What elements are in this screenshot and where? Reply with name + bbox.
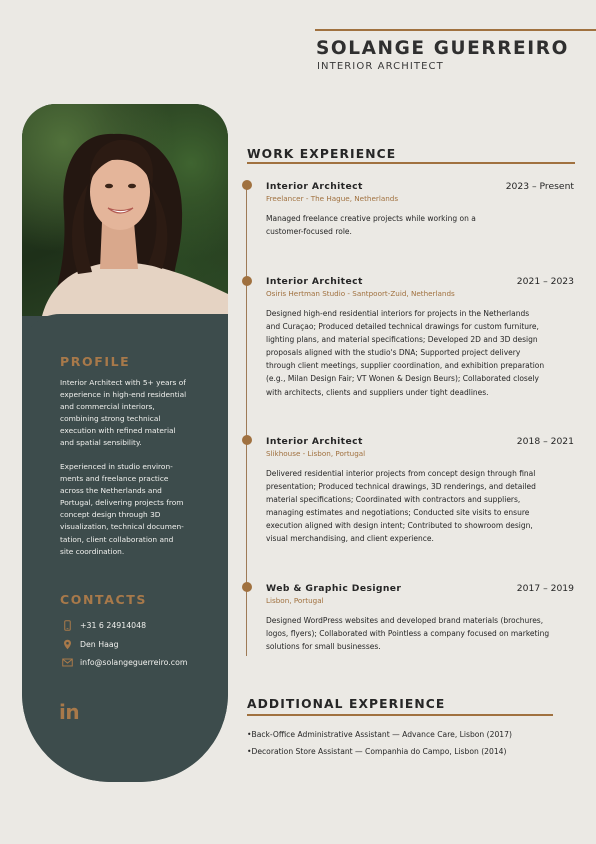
- contact-location: [62, 639, 119, 650]
- work-experience-rule: [247, 162, 575, 164]
- job-title: Web & Graphic Designer: [266, 583, 402, 594]
- profile-photo: [22, 104, 228, 316]
- job-description: Delivered residential interior projects from concept design through final presentation; Produced technical drawings, 3D renderings, and detailed material specifications; Coordinated with contractors and suppliers, managing estimates and negotiations; Conducted site visits to ensure execution aligned with design intent; Contributed to showroom design, visual merchandising, and client experience.: [266, 469, 536, 544]
- contact-email[interactable]: [62, 657, 187, 668]
- portrait-illustration: [22, 104, 228, 316]
- person-name: SOLANGE GUERREIRO: [316, 38, 569, 59]
- profile-heading: PROFILE: [60, 354, 131, 369]
- linkedin-icon[interactable]: in: [59, 700, 80, 724]
- job-title: Interior Architect: [266, 276, 363, 287]
- work-experience-heading: WORK EXPERIENCE: [247, 147, 397, 161]
- profile-experience: Experienced in studio environ- ments and freelance practice across the Netherlands and Portugal, delivering projects from concept design through 3D visualization, technical documen- tation, client collaboration and site coordination.: [60, 462, 184, 556]
- job-date: 2017 – 2019: [516, 583, 574, 594]
- job-company: Freelancer - The Hague, Netherlands: [266, 194, 399, 203]
- job-title: Interior Architect: [266, 436, 363, 447]
- job-title: Interior Architect: [266, 181, 363, 192]
- timeline-dot: [242, 582, 252, 592]
- email-icon: [62, 657, 73, 668]
- job-company: Lisbon, Portugal: [266, 596, 324, 605]
- job-date: 2021 – 2023: [516, 276, 574, 287]
- timeline-dot: [242, 276, 252, 286]
- email-address: info@solangeguerreiro.com: [80, 658, 188, 667]
- job-date: 2018 – 2021: [516, 436, 574, 447]
- person-role: INTERIOR ARCHITECT: [317, 61, 444, 72]
- location-text: Den Haag: [80, 640, 119, 649]
- profile-summary: Interior Architect with 5+ years of experience in high-end residential and commercial interiors, combining strong technical execution with refined material and spatial sensibility.: [60, 378, 187, 448]
- phone-icon: [62, 620, 73, 631]
- additional-experience-rule: [247, 714, 553, 716]
- timeline-dot: [242, 435, 252, 445]
- timeline-dot: [242, 180, 252, 190]
- additional-item: •Back-Office Administrative Assistant — Advance Care, Lisbon (2017): [247, 730, 512, 739]
- sidebar: [22, 104, 228, 782]
- contact-phone[interactable]: [62, 620, 146, 631]
- job-company: Slikhouse - Lisbon, Portugal: [266, 449, 366, 458]
- location-pin-icon: [62, 639, 73, 650]
- additional-item: •Decoration Store Assistant — Companhia do Campo, Lisbon (2014): [247, 747, 507, 756]
- job-description: Managed freelance creative projects while working on a customer-focused role.: [266, 214, 476, 237]
- contacts-heading: CONTACTS: [60, 592, 147, 607]
- job-description: Designed WordPress websites and developed brand materials (brochures, logos, flyers); Collaborated with Pointless a company focused on marketing solutions for small businesses.: [266, 616, 550, 652]
- phone-number: +31 6 24914048: [80, 621, 147, 630]
- job-description: Designed high-end residential interiors for projects in the Netherlands and Curaçao; Produced detailed technical drawings for custom furniture, lighting plans, and material specifications; Developed 2D and 3D design proposals aligned with the studio's DNA; Supported project delivery through client meetings, supplier coordination, and exhibition preparation (e.g., Milan Design Fair; VT Wonen & Design Beurs); Collaborated closely with architects, clients and suppliers under tight deadlines.: [266, 309, 545, 397]
- job-date: 2023 – Present: [505, 181, 574, 192]
- header-rule: [315, 29, 596, 31]
- additional-experience-heading: ADDITIONAL EXPERIENCE: [247, 697, 446, 711]
- job-company: Osiris Hertman Studio - Santpoort-Zuid, Netherlands: [266, 289, 455, 298]
